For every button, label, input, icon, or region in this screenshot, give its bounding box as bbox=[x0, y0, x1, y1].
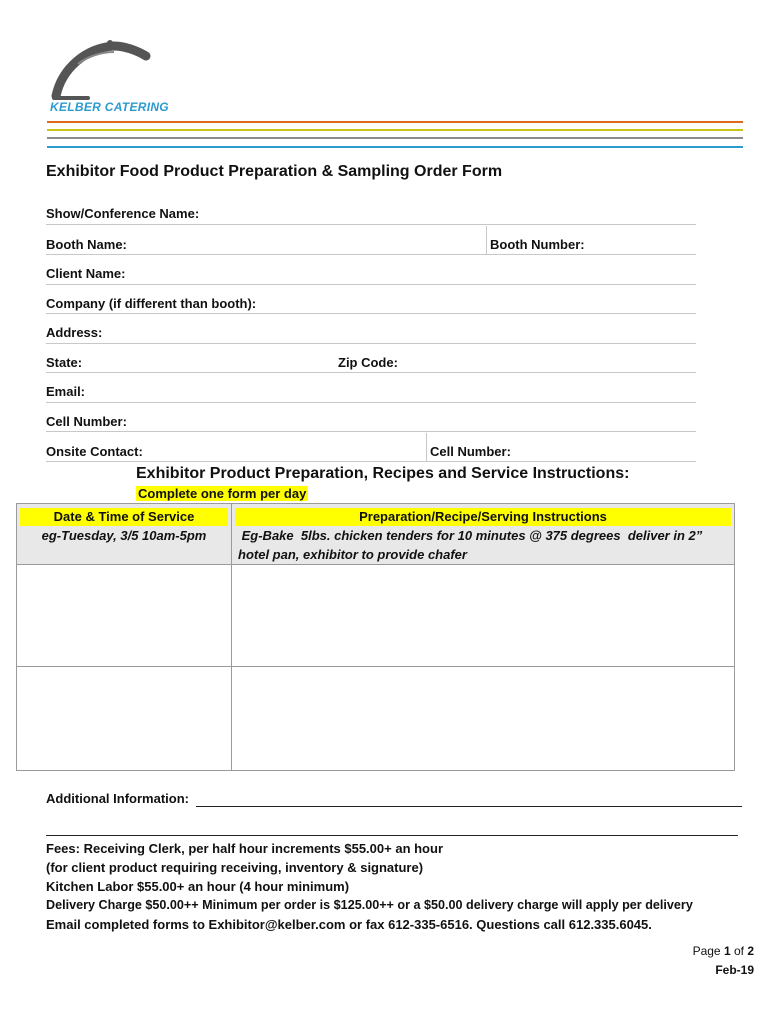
address-field[interactable] bbox=[46, 343, 696, 344]
table-row-divider-2 bbox=[17, 666, 734, 667]
example-instructions-line2: hotel pan, exhibitor to provide chafer bbox=[238, 547, 467, 562]
cloche-icon bbox=[48, 38, 158, 100]
booth-number-label: Booth Number: bbox=[490, 237, 585, 252]
email-field[interactable] bbox=[46, 402, 696, 403]
col-header-date: Date & Time of Service bbox=[20, 508, 228, 526]
fees-line2: (for client product requiring receiving, inventory & signature) bbox=[46, 860, 424, 875]
page-current: 1 bbox=[723, 944, 731, 958]
fees-line1: Fees: Receiving Clerk, per half hour increments $55.00+ an hour bbox=[46, 841, 444, 856]
table-row-divider-1 bbox=[17, 564, 734, 565]
onsite-contact-label: Onsite Contact: bbox=[46, 444, 143, 459]
instructions-subtitle: Complete one form per day bbox=[138, 486, 307, 501]
show-name-field[interactable] bbox=[46, 224, 696, 225]
stripe-orange bbox=[47, 121, 743, 123]
stripe-yellow bbox=[47, 129, 743, 131]
additional-info-line2[interactable] bbox=[46, 835, 738, 836]
table-column-divider bbox=[231, 504, 232, 771]
client-name-label: Client Name: bbox=[46, 266, 126, 281]
additional-info-label: Additional Information: bbox=[46, 791, 189, 806]
company-logo bbox=[48, 38, 158, 100]
additional-info-field[interactable] bbox=[196, 806, 742, 807]
row1-date-cell[interactable] bbox=[18, 566, 230, 665]
example-instructions-line1: Eg-Bake 5lbs. chicken tenders for 10 minutes @ 375 degrees deliver in 2” bbox=[238, 528, 703, 543]
stripe-blue bbox=[47, 146, 743, 148]
email-label: Email: bbox=[46, 384, 86, 399]
company-label: Company (if different than booth): bbox=[46, 296, 257, 311]
booth-divider bbox=[486, 226, 487, 254]
page-number bbox=[693, 944, 754, 958]
page-prefix: Page bbox=[692, 944, 724, 958]
company-field[interactable] bbox=[46, 313, 696, 314]
instructions-title: Exhibitor Product Preparation, Recipes and Service Instructions: bbox=[136, 465, 630, 482]
address-label: Address: bbox=[46, 325, 103, 340]
state-label: State: bbox=[46, 355, 83, 370]
row2-date-cell[interactable] bbox=[18, 668, 230, 769]
company-name: KELBER CATERING bbox=[50, 100, 169, 114]
form-title: Exhibitor Food Product Preparation & Sampling Order Form bbox=[46, 163, 503, 180]
col-header-instructions: Preparation/Recipe/Serving Instructions bbox=[235, 508, 731, 526]
onsite-contact-field[interactable] bbox=[46, 461, 696, 462]
cell-number-label: Cell Number: bbox=[46, 414, 127, 429]
show-name-label: Show/Conference Name: bbox=[46, 206, 200, 221]
onsite-cell-number-label: Cell Number: bbox=[430, 444, 511, 459]
fees-line3: Kitchen Labor $55.00+ an hour (4 hour minimum) bbox=[46, 879, 350, 894]
row1-instructions-cell[interactable] bbox=[233, 566, 733, 665]
fees-line5: Email completed forms to Exhibitor@kelber.com or fax 612-335-6516. Questions call 612.335.6045. bbox=[46, 917, 652, 932]
state-zip-field[interactable] bbox=[46, 372, 696, 373]
onsite-divider bbox=[426, 433, 427, 461]
row2-instructions-cell[interactable] bbox=[233, 668, 733, 769]
page-total: 2 bbox=[747, 944, 754, 958]
form-date: Feb-19 bbox=[715, 963, 754, 977]
booth-name-label: Booth Name: bbox=[46, 237, 127, 252]
fees-line4: Delivery Charge $50.00++ Minimum per order is $125.00++ or a $50.00 delivery charge will apply per delivery bbox=[46, 898, 693, 912]
booth-name-field[interactable] bbox=[46, 254, 696, 255]
stripe-gray bbox=[47, 137, 743, 139]
example-date: eg-Tuesday, 3/5 10am-5pm bbox=[41, 528, 207, 543]
cell-number-field[interactable] bbox=[46, 431, 696, 432]
zip-code-label: Zip Code: bbox=[338, 355, 398, 370]
client-name-field[interactable] bbox=[46, 284, 696, 285]
page-of: of bbox=[730, 944, 748, 958]
